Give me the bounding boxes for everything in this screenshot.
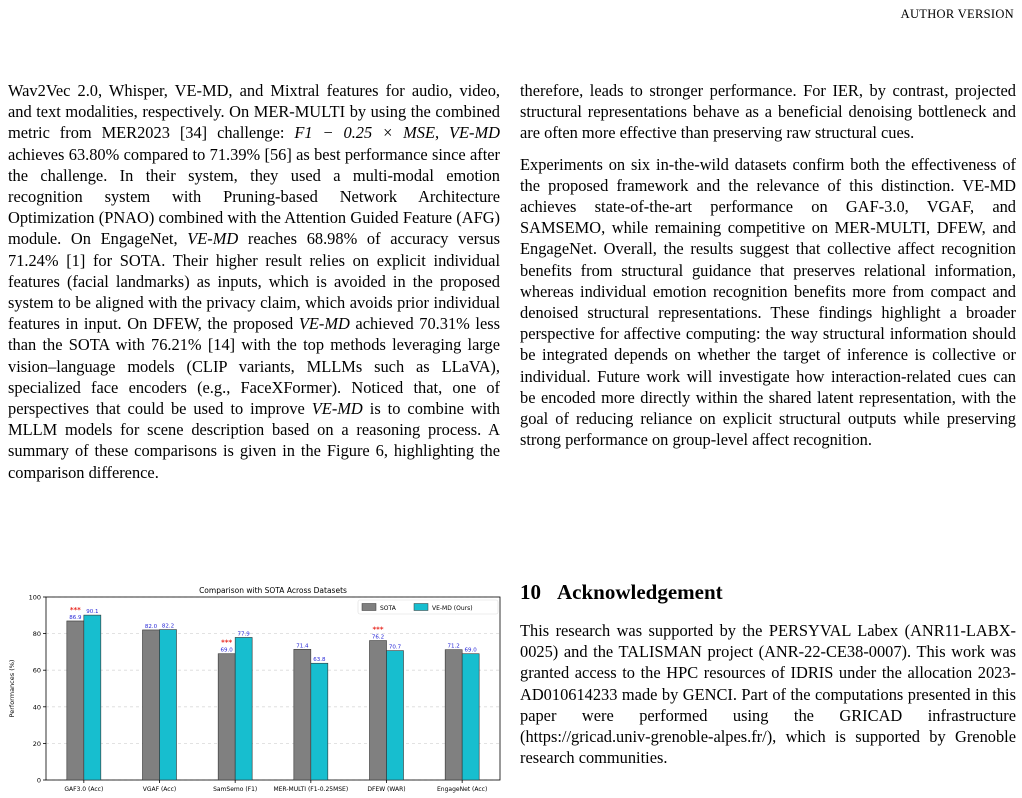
bar-vemd xyxy=(160,630,177,780)
plot-frame xyxy=(46,597,500,780)
bar-sota xyxy=(294,649,311,780)
conclusion-paragraph: Experiments on six in-the-wild datasets confirm both the effectiveness of the proposed framework and the relevance of this distinction. VE-MD achieves state-of-the-art performance on GAF-3.0, VGAF, and SAMSEMO, while remaining competitive on MER-MULTI, DFEW, and EngageNet. Overall, the results suggest that collective affect recognition benefits from structural guidance that preserves relational information, whereas individual emotion recognition benefits more from compact and denoised structural representations. These findings highlight a broader perspective for affective computing: the way structural information should be integrated depends on whether the target of inference is collective or individual. Future work will investigate how interaction-related cues can be encoded more directly within the shared latent representation, with the goal of reducing reliance on explicit structural outputs while preserving strong performance on group-level affect recognition. xyxy=(520,154,1016,450)
results-paragraph xyxy=(8,80,500,483)
bar-value-label: 70.7 xyxy=(388,644,402,651)
text-run: Wav2Vec 2.0, Whisper, VE-MD, and Mixtral features for audio, video, and text modalities, respectively. On MER-MULTI by using the combined metric from MER2023 [34] challenge: xyxy=(8,81,500,143)
section-title: Acknowledgement xyxy=(557,580,723,604)
bar-sota xyxy=(370,641,387,780)
section-heading xyxy=(520,580,723,605)
legend-label: VE-MD (Ours) xyxy=(432,605,473,612)
chart-title: Comparison with SOTA Across Datasets xyxy=(199,586,347,595)
text-run: achieves 63.80% compared to 71.39% [56] as best performance since after the challenge. In their system, they used a multi-modal emotion recognition system with Pruning-based Network Architecture Optimization (PNAO) combined with the Attention Guided Feature (AFG) module. On EngageNet, xyxy=(8,144,500,249)
model-name: VE-MD xyxy=(449,123,501,143)
bar-vemd xyxy=(235,637,252,780)
acknowledgement-paragraph: This research was supported by the PERSYVAL Labex (ANR11-LABX-0025) and the TALISMAN project (ANR-22-CE38-0007). This work was granted access to the HPC resources of IDRIS under the allocation 2023-AD010614233 made by GENCI. Part of the computations presented in this paper were performed using the GRICAD infrastructure (https://gricad.univ-grenoble-alpes.fr/), which is supported by Grenoble research communities. xyxy=(520,621,1016,768)
bar-value-label: 71.2 xyxy=(447,643,460,650)
bar-vemd xyxy=(387,651,404,780)
bar-sota xyxy=(143,630,160,780)
legend-swatch xyxy=(414,604,428,611)
y-tick-label: 80 xyxy=(32,630,41,639)
text-run: is to combine with MLLM models for scene description based on a reasoning process. A summary of these comparisons is given in the Figure 6, highlighting the comparison difference. xyxy=(8,399,500,482)
legend-label: SOTA xyxy=(380,605,396,612)
significance-marker: *** xyxy=(69,605,81,614)
bar-vemd xyxy=(84,615,101,780)
bar-vemd xyxy=(462,654,479,780)
bar-value-label: 69.0 xyxy=(220,647,233,654)
bar-value-label: 86.9 xyxy=(69,614,82,621)
x-tick-label: VGAF (Acc) xyxy=(142,786,177,793)
sota-comparison-chart xyxy=(0,578,510,798)
bar-value-label: 82.2 xyxy=(161,623,175,630)
bar-value-label: 76.2 xyxy=(371,634,385,641)
x-tick-label: MER-MULTI (F1-0.25MSE) xyxy=(273,786,349,793)
model-name: VE-MD xyxy=(187,229,239,249)
running-header: AUTHOR VERSION xyxy=(900,7,1014,21)
bar-value-label: 63.8 xyxy=(313,657,326,664)
acknowledgement-block xyxy=(520,620,1016,768)
text-run: reaches 68.98% of accuracy versus 71.24% [1] for SOTA. Their higher result relies on explicit individual features (facial landmarks) as inputs, which is avoided in the proposed system to be aligned with the privacy claim, which avoids prior individual features in input. On DFEW, the proposed xyxy=(8,229,501,334)
x-tick-label: SamSemo (F1) xyxy=(213,786,258,793)
y-tick-label: 100 xyxy=(28,593,41,602)
section-number: 10 xyxy=(520,580,541,604)
legend-swatch xyxy=(362,604,376,611)
y-tick-label: 0 xyxy=(36,776,41,785)
y-tick-label: 60 xyxy=(32,666,41,675)
bar-value-label: 69.0 xyxy=(464,647,477,654)
x-tick-label: DFEW (WAR) xyxy=(367,786,406,793)
bar-value-label: 90.1 xyxy=(86,609,99,616)
bar-sota xyxy=(218,654,235,780)
significance-marker: *** xyxy=(221,638,233,647)
metric-formula: F1 − 0.25 × MSE xyxy=(294,123,435,143)
bar-sota xyxy=(445,650,462,780)
y-axis-label: Performances (%) xyxy=(8,659,16,718)
bar-value-label: 71.4 xyxy=(296,643,309,650)
discussion-paragraph: therefore, leads to stronger performance. For IER, by contrast, projected structural representations behave as a beneficial denoising bottleneck and are often more effective than preserving raw structural cues. xyxy=(520,81,1016,143)
x-tick-label: GAF3.0 (Acc) xyxy=(64,786,104,793)
text-run: , xyxy=(434,123,450,143)
bar-value-label: 82.0 xyxy=(144,623,158,630)
significance-marker: *** xyxy=(372,625,384,634)
text-run: achieved 70.31% less than the SOTA with 76.21% [14] with the top methods leveraging large vision–language models (CLIP variants, MLLMs such as LLaVA), specialized face encoders (e.g., FaceXFormer). Noticed that, one of perspectives that could be used to improve xyxy=(8,314,501,419)
right-column xyxy=(520,80,1016,460)
bar-value-label: 77.9 xyxy=(237,631,250,638)
model-name: VE-MD xyxy=(311,399,363,419)
x-tick-label: EngageNet (Acc) xyxy=(437,786,488,793)
bar-sota xyxy=(67,621,84,780)
bar-vemd xyxy=(311,663,328,780)
left-column xyxy=(8,80,500,493)
y-tick-label: 40 xyxy=(32,703,41,712)
model-name: VE-MD xyxy=(298,314,350,334)
y-tick-label: 20 xyxy=(32,739,41,748)
